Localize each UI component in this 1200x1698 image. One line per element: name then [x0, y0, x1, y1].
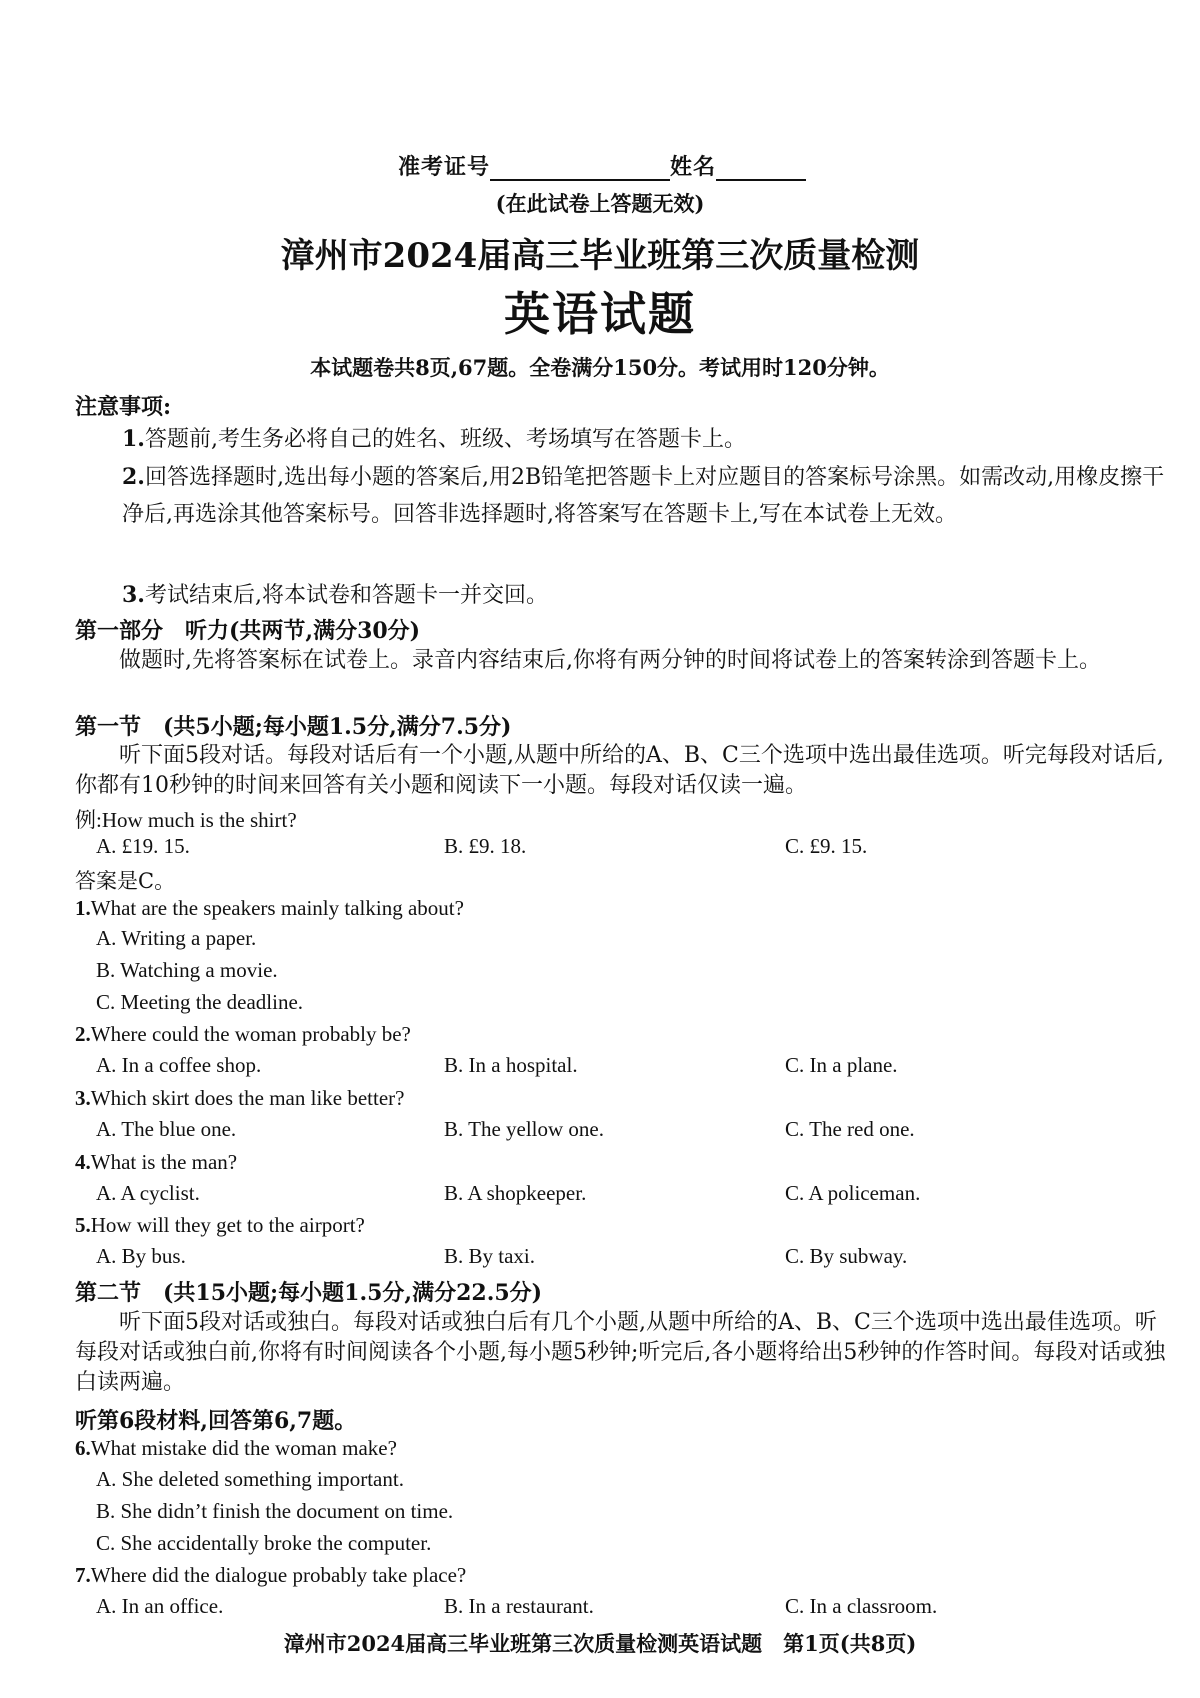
question-text: Where did the dialogue probably take place?: [90, 1563, 467, 1587]
question-text: What mistake did the woman make?: [90, 1436, 397, 1460]
q5-option-a: A. By bus.: [96, 1244, 186, 1268]
notes-heading: 注意事项:: [75, 394, 172, 420]
note-text: 考试结束后,将本试卷和答题卡一并交回。: [144, 583, 548, 608]
exam-title: 漳州市2024届高三毕业班第三次质量检测: [280, 236, 920, 276]
question-number: 1.: [75, 896, 91, 920]
q5-option-b: B. By taxi.: [444, 1244, 536, 1268]
q4-option-c: C. A policeman.: [785, 1181, 921, 1205]
question-number: 5.: [75, 1213, 91, 1237]
example-option-c: C. £9. 15.: [785, 834, 868, 858]
section2-heading: 第二节 (共15小题;每小题1.5分,满分22.5分): [75, 1280, 543, 1306]
example-prefix: 例:: [75, 808, 102, 832]
name-blank: [716, 153, 806, 181]
note-item: [122, 422, 1172, 457]
question-number: 7.: [75, 1563, 91, 1587]
question-text: What is the man?: [90, 1150, 238, 1174]
question-text: What are the speakers mainly talking about?: [90, 896, 464, 920]
exam-id-label: 准考证号: [398, 154, 491, 180]
q5-option-c: C. By subway.: [785, 1244, 908, 1268]
q7-option-a: A. In an office.: [96, 1594, 224, 1618]
subject-title: 英语试题: [504, 287, 696, 341]
part1-heading: 第一部分 听力(共两节,满分30分): [75, 618, 421, 644]
exam-info: 本试题卷共8页,67题。全卷满分150分。考试用时120分钟。: [310, 355, 890, 380]
example-question: [75, 804, 297, 834]
note-number: 1.: [122, 426, 145, 452]
q2-option-b: B. In a hospital.: [444, 1053, 578, 1077]
example-option-b: B. £9. 18.: [444, 834, 527, 858]
question-number: 4.: [75, 1150, 91, 1174]
q1-option-b: B. Watching a movie.: [96, 958, 278, 982]
q4-option-a: A. A cyclist.: [96, 1181, 200, 1205]
q6-option-a: A. She deleted something important.: [96, 1467, 404, 1491]
example-option-a: A. £19. 15.: [96, 834, 190, 858]
note-number: 2.: [122, 464, 145, 490]
exam-id-blank: [490, 153, 670, 181]
note-text: 回答选择题时,选出每小题的答案后,用2B铅笔把答题卡上对应题目的答案标号涂黑。如需改动,用橡皮擦干净后,再选涂其他答案标号。回答非选择题时,将答案写在答题卡上,写在本试卷上无效。: [122, 465, 1165, 527]
note-text: 答题前,考生务必将自己的姓名、班级、考场填写在答题卡上。: [144, 427, 746, 452]
page-footer: 漳州市2024届高三毕业班第三次质量检测英语试题 第1页(共8页): [283, 1631, 917, 1656]
question-4: [75, 1150, 237, 1175]
q2-option-c: C. In a plane.: [785, 1053, 898, 1077]
q3-option-b: B. The yellow one.: [444, 1117, 605, 1141]
question-number: 6.: [75, 1436, 91, 1460]
section2-intro: 听下面5段对话或独白。每段对话或独白后有几个小题,从题中所给的A、B、C三个选项中选出最佳选项。听每段对话或独白前,你将有时间阅读各个小题,每小题5秒钟;听完后,各小题将给出5秒钟的作答时间。每段对话或独白读两遍。: [75, 1310, 1166, 1395]
question-7: [75, 1563, 466, 1588]
q3-option-c: C. The red one.: [785, 1117, 915, 1141]
q6-option-b: B. She didn’t finish the document on time.: [96, 1499, 454, 1523]
invalid-note: (在此试卷上答题无效): [495, 191, 705, 216]
note-number: 3.: [122, 582, 145, 608]
question-text: Where could the woman probably be?: [90, 1022, 411, 1046]
example-answer: 答案是C。: [75, 869, 176, 893]
question-5: [75, 1213, 365, 1238]
q7-option-c: C. In a classroom.: [785, 1594, 938, 1618]
question-6: [75, 1436, 397, 1461]
question-1: [75, 896, 464, 921]
question-3: [75, 1086, 404, 1111]
question-number: 2.: [75, 1022, 91, 1046]
section1-heading: 第一节 (共5小题;每小题1.5分,满分7.5分): [75, 714, 512, 740]
q4-option-b: B. A shopkeeper.: [444, 1181, 587, 1205]
part1-intro: 做题时,先将答案标在试卷上。录音内容结束后,你将有两分钟的时间将试卷上的答案转涂到答题卡上。: [119, 648, 1101, 673]
q1-option-c: C. Meeting the deadline.: [96, 990, 304, 1014]
q6-option-c: C. She accidentally broke the computer.: [96, 1531, 432, 1555]
name-label: 姓名: [670, 154, 717, 180]
q3-option-a: A. The blue one.: [96, 1117, 237, 1141]
q2-option-a: A. In a coffee shop.: [96, 1053, 262, 1077]
q1-option-a: A. Writing a paper.: [96, 926, 257, 950]
question-2: [75, 1022, 411, 1047]
question-text: How will they get to the airport?: [90, 1213, 365, 1237]
note-item: [122, 578, 1172, 613]
question-text: Which skirt does the man like better?: [90, 1086, 405, 1110]
candidate-info-line: [398, 150, 806, 181]
q7-option-b: B. In a restaurant.: [444, 1594, 594, 1618]
question-number: 3.: [75, 1086, 91, 1110]
material-heading: 听第6段材料,回答第6,7题。: [75, 1408, 357, 1434]
example-text: How much is the shirt?: [101, 808, 297, 832]
section1-intro: 听下面5段对话。每段对话后有一个小题,从题中所给的A、B、C三个选项中选出最佳选项。听完每段对话后,你都有10秒钟的时间来回答有关小题和阅读下一小题。每段对话仅读一遍。: [75, 743, 1164, 798]
note-item: [122, 459, 1172, 533]
